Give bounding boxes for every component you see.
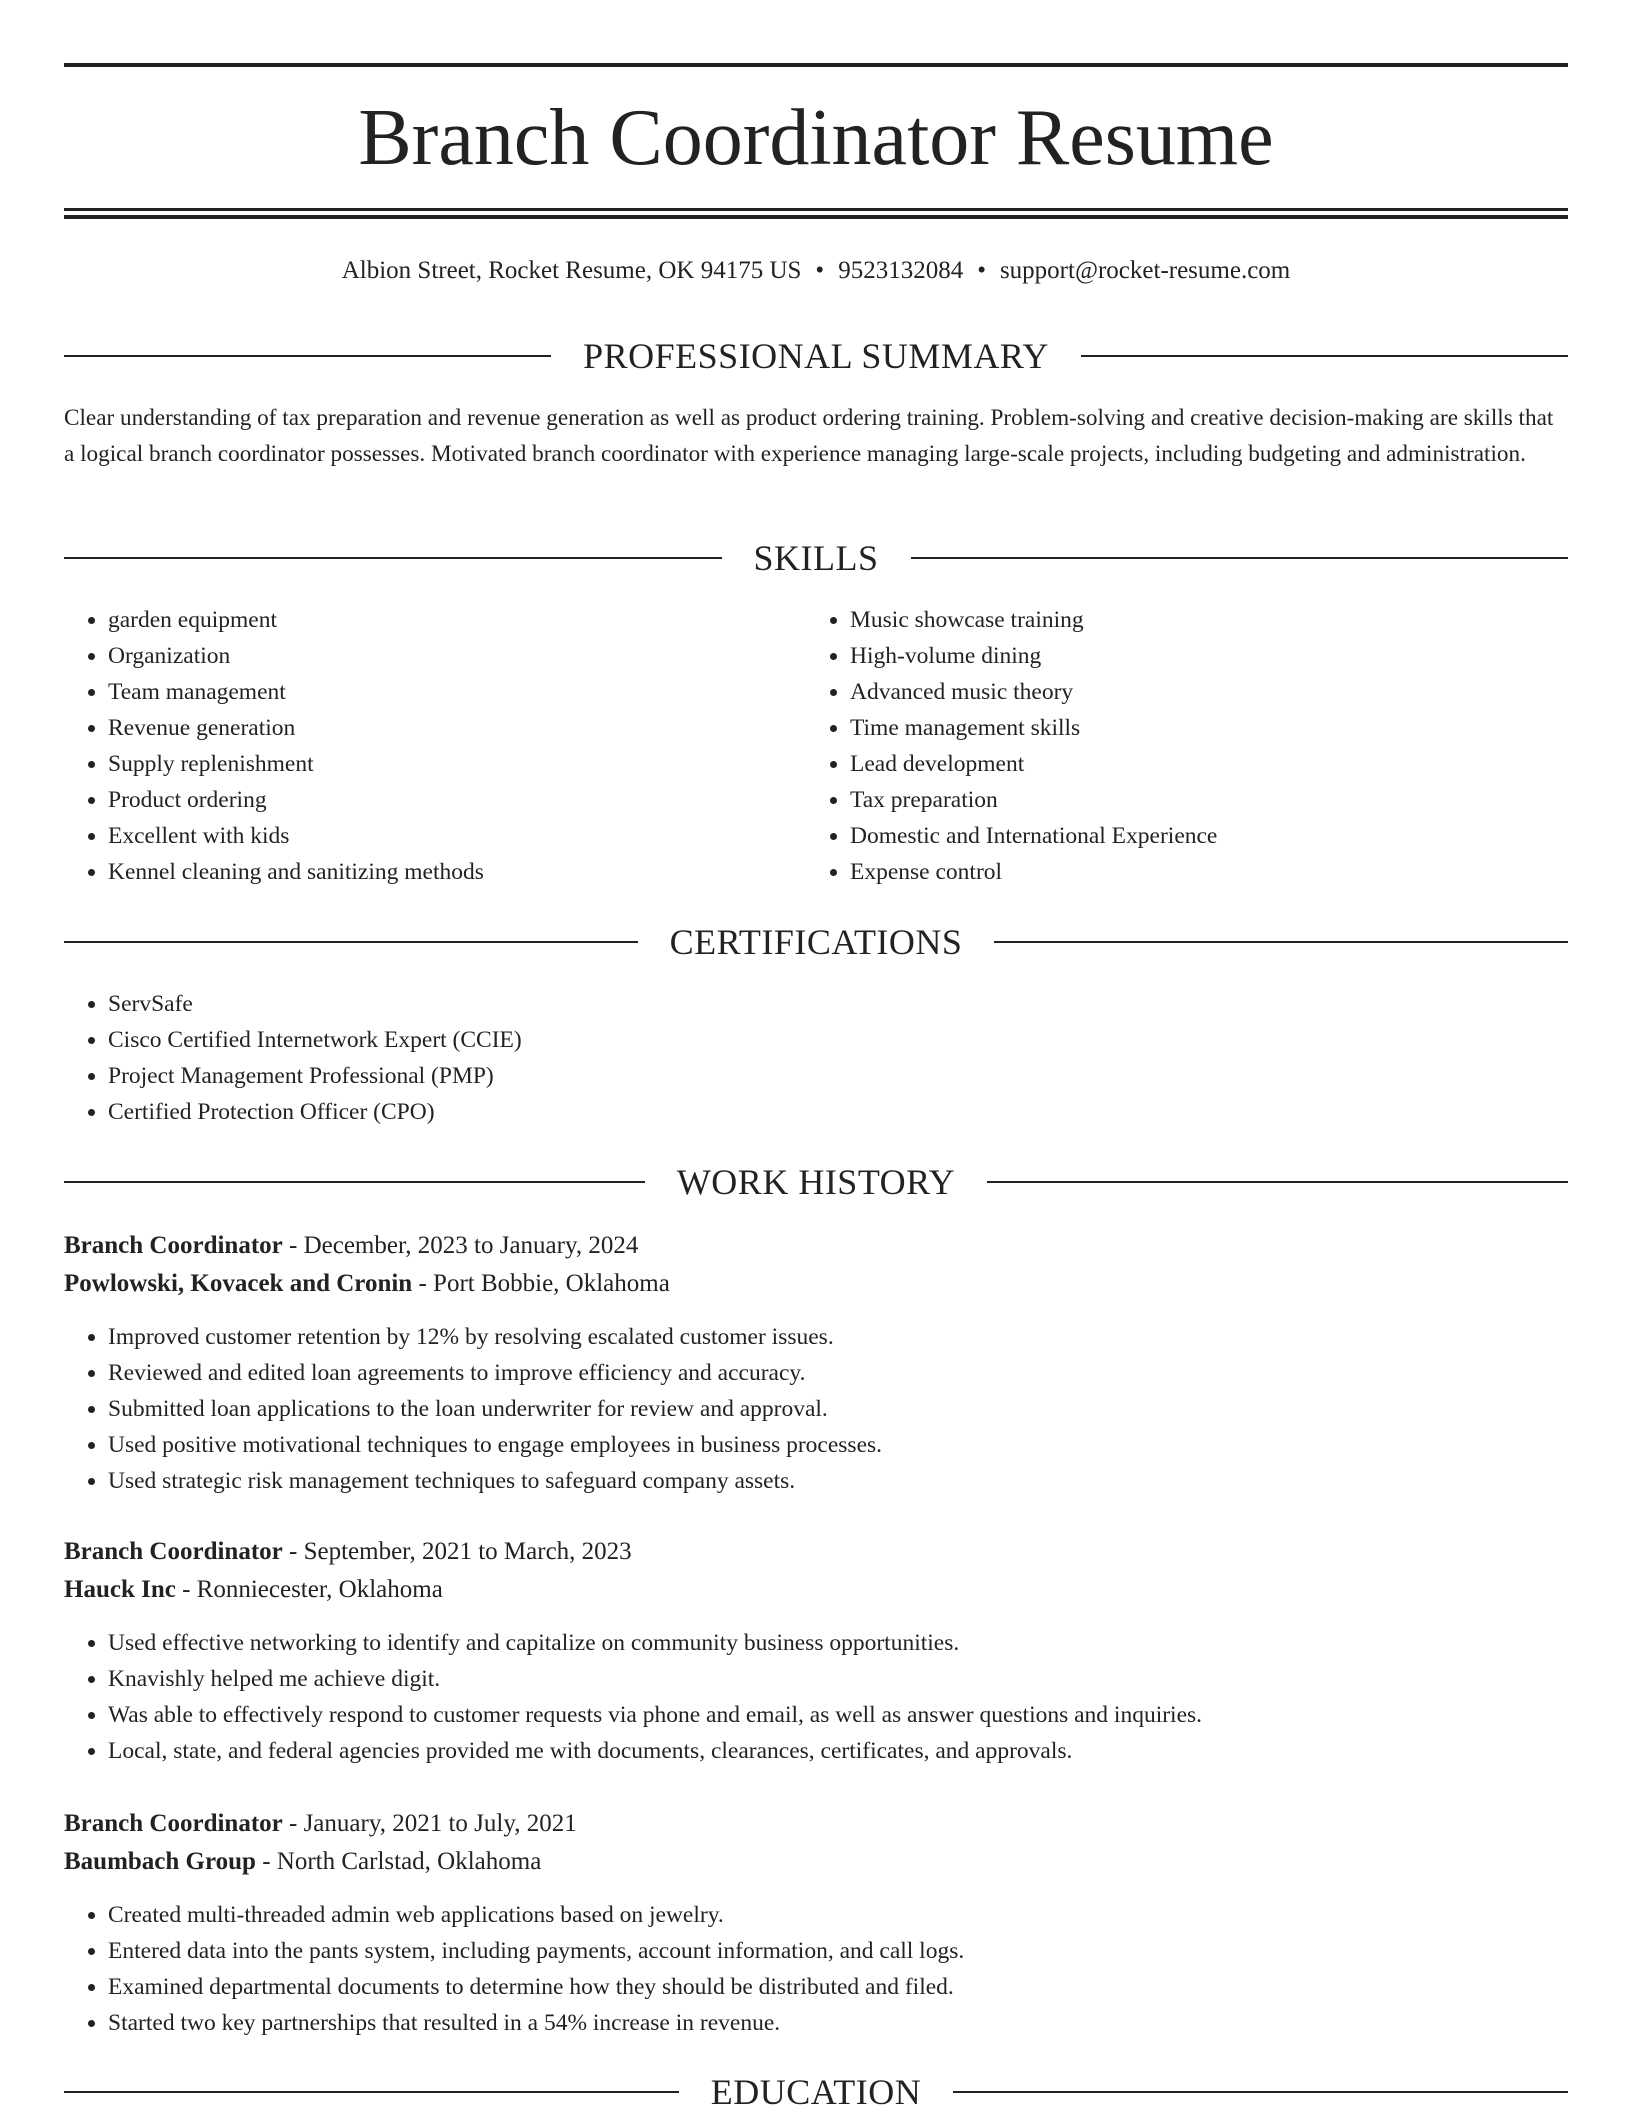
education-heading: [64, 2070, 1568, 2114]
heading-rule: [953, 2091, 1568, 2093]
skill-item: • Revenue generation: [108, 710, 804, 746]
job-bullet: • Created multi-threaded admin web applications based on jewelry.: [108, 1897, 1568, 1933]
job-bullet: • Submitted loan applications to the loan underwriter for review and approval.: [108, 1391, 1568, 1427]
job-bullet: • Used strategic risk management techniques to safeguard company assets.: [108, 1463, 1568, 1499]
contact-separator: •: [815, 257, 825, 284]
certification-item: • Cisco Certified Internetwork Expert (CCIE): [108, 1022, 1568, 1058]
job-location: - North Carlstad, Oklahoma: [255, 1848, 542, 1875]
skill-item: • Domestic and International Experience: [850, 818, 1568, 854]
job-company-line: [64, 1265, 1568, 1303]
job-company: Powlowski, Kovacek and Cronin: [64, 1270, 413, 1297]
job-title: Branch Coordinator: [64, 1232, 283, 1259]
heading-rule: [64, 941, 638, 943]
job-title-line: [64, 1533, 1568, 1571]
job-bullet: • Local, state, and federal agencies provided me with documents, clearances, certificates, and approvals.: [108, 1733, 1568, 1769]
skill-item: • Music showcase training: [850, 602, 1568, 638]
job-dates: - January, 2021 to July, 2021: [282, 1810, 577, 1837]
certifications-list: [64, 986, 1568, 1130]
heading-rule: [1081, 355, 1568, 357]
job-bullet: • Started two key partnerships that resulted in a 54% increase in revenue.: [108, 2005, 1568, 2041]
job-dates: - September, 2021 to March, 2023: [282, 1538, 632, 1565]
skill-item: • garden equipment: [108, 602, 804, 638]
job-bullet: • Improved customer retention by 12% by resolving escalated customer issues.: [108, 1319, 1568, 1355]
job-bullets: [64, 1897, 1568, 2041]
certification-item: • Certified Protection Officer (CPO): [108, 1094, 1568, 1130]
contact-email: support@rocket-resume.com: [999, 257, 1291, 284]
job-company: Baumbach Group: [64, 1848, 256, 1875]
heading-rule: [64, 2091, 679, 2093]
job-title: Branch Coordinator: [64, 1810, 283, 1837]
skill-item: • Excellent with kids: [108, 818, 804, 854]
job-entry: [64, 1805, 1568, 2041]
job-title: Branch Coordinator: [64, 1538, 283, 1565]
education-title: EDUCATION: [710, 2072, 922, 2112]
heading-rule: [64, 355, 551, 357]
job-dates: - December, 2023 to January, 2024: [282, 1232, 639, 1259]
job-bullets: [64, 1319, 1568, 1499]
job-bullet: • Used effective networking to identify and capitalize on community business opportunities.: [108, 1625, 1568, 1661]
heading-rule: [64, 557, 722, 559]
resume-title: Branch Coordinator Resume: [358, 94, 1274, 182]
skill-item: • Time management skills: [850, 710, 1568, 746]
top-divider: [64, 63, 1568, 67]
job-title-line: [64, 1227, 1568, 1265]
heading-rule: [911, 557, 1569, 559]
job-bullet: • Used positive motivational techniques to engage employees in business processes.: [108, 1427, 1568, 1463]
job-bullets: [64, 1625, 1568, 1769]
work-history-title: WORK HISTORY: [676, 1162, 956, 1202]
title-divider-upper: [64, 208, 1568, 211]
skill-item: • Lead development: [850, 746, 1568, 782]
skill-item: • Kennel cleaning and sanitizing methods: [108, 854, 804, 890]
work-history-heading: [64, 1160, 1568, 1204]
skill-item: • Product ordering: [108, 782, 804, 818]
skills-list-right: [806, 602, 1568, 890]
certifications-title: CERTIFICATIONS: [669, 922, 963, 962]
job-location: - Ronniecester, Oklahoma: [175, 1576, 443, 1603]
contact-separator: •: [977, 257, 986, 284]
certifications-block: [64, 986, 1568, 1130]
certification-item: • Project Management Professional (PMP): [108, 1058, 1568, 1094]
job-title-line: [64, 1805, 1568, 1843]
job-company-line: [64, 1843, 1568, 1881]
job-bullet: • Examined departmental documents to determine how they should be distributed and filed.: [108, 1969, 1568, 2005]
contact-line: [64, 254, 1568, 288]
skill-item: • Supply replenishment: [108, 746, 804, 782]
skills-title: SKILLS: [753, 538, 879, 578]
job-bullet: • Was able to effectively respond to customer requests via phone and email, as well as answer questions and inquiries.: [108, 1697, 1568, 1733]
skill-item: • Organization: [108, 638, 804, 674]
job-entry: [64, 1533, 1568, 1769]
job-bullet: • Reviewed and edited loan agreements to improve efficiency and accuracy.: [108, 1355, 1568, 1391]
heading-rule: [987, 1181, 1568, 1183]
skills-column-right: [806, 602, 1568, 890]
summary-heading: [64, 334, 1568, 378]
skill-item: • Expense control: [850, 854, 1568, 890]
job-bullet: • Knavishly helped me achieve digit.: [108, 1661, 1568, 1697]
certifications-heading: [64, 920, 1568, 964]
job-company-line: [64, 1571, 1568, 1609]
job-bullet: • Entered data into the pants system, including payments, account information, and call logs.: [108, 1933, 1568, 1969]
skill-item: • Tax preparation: [850, 782, 1568, 818]
skill-item: • Advanced music theory: [850, 674, 1568, 710]
heading-rule: [64, 1181, 645, 1183]
heading-rule: [994, 941, 1568, 943]
certification-item: • ServSafe: [108, 986, 1568, 1022]
job-entry: [64, 1227, 1568, 1499]
skills-column-left: [64, 602, 804, 890]
skills-list-left: [64, 602, 804, 890]
job-company: Hauck Inc: [64, 1576, 176, 1603]
skills-heading: [64, 536, 1568, 580]
job-location: - Port Bobbie, Oklahoma: [412, 1270, 670, 1297]
summary-text: Clear understanding of tax preparation and revenue generation as well as product ordering training. Problem-solving and creative decision-making are skills that a logical branch coordinator possesses. Motivated branch coordinator with experience managing large-scale projects, including budgeting and administration.: [64, 405, 1554, 467]
contact-address: Albion Street, Rocket Resume, OK 94175 US: [341, 257, 802, 284]
skill-item: • High-volume dining: [850, 638, 1568, 674]
skill-item: • Team management: [108, 674, 804, 710]
contact-phone: 9523132084: [838, 257, 964, 284]
title-divider-lower: [64, 215, 1568, 219]
summary-title: PROFESSIONAL SUMMARY: [583, 336, 1049, 376]
